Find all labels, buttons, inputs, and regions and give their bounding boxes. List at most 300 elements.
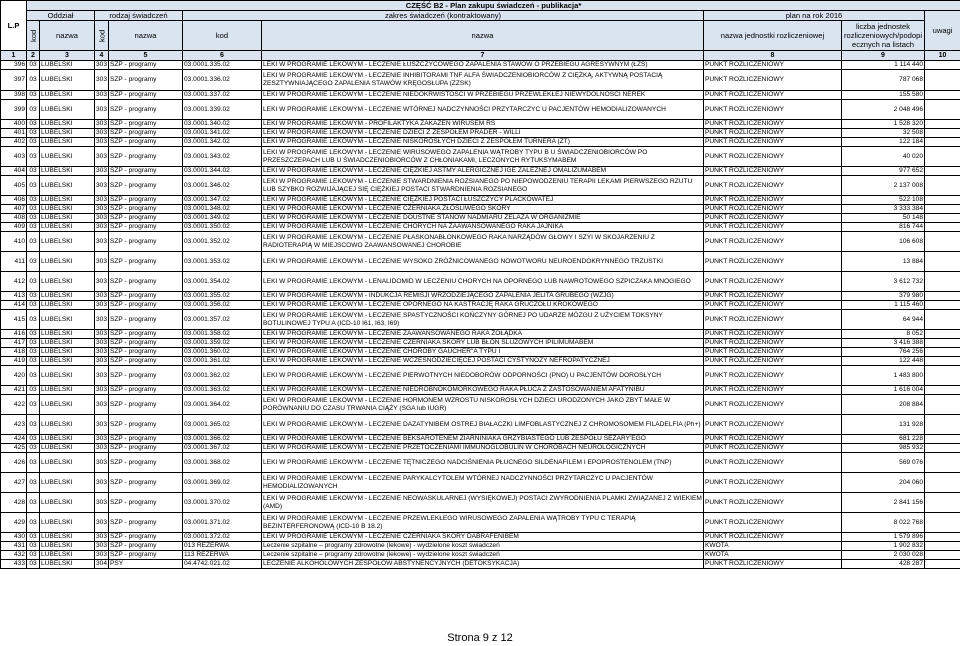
rodzaj-nazwa: SZP - programy (109, 551, 183, 560)
jednostka: PUNKT ROZLICZENIOWY (704, 214, 842, 223)
uwagi (925, 453, 960, 473)
liczba: 787 068 (842, 70, 925, 91)
zakres-nazwa: LEKI W PROGRAMIE LEKOWYM - LECZENIE CZERNIAKA ZŁOŚLIWEGO SKÓRY (262, 205, 704, 214)
oddzial-kod: 03 (27, 232, 40, 252)
table-row (1, 435, 960, 444)
uwagi (925, 330, 960, 339)
zakres-kod: 03.0001.367.02 (183, 444, 262, 453)
column-number: 8 (704, 51, 842, 61)
oddzial-kod: 03 (27, 339, 40, 348)
oddzial-nazwa: LUBELSKI (40, 70, 95, 91)
liczba: 122 448 (842, 357, 925, 366)
liczba: 122 184 (842, 138, 925, 147)
oddzial-nazwa: LUBELSKI (40, 533, 95, 542)
jednostka: PUNKT ROZLICZENIOWY (704, 493, 842, 513)
oddzial-kod: 03 (27, 435, 40, 444)
liczba: 32 508 (842, 129, 925, 138)
row-lp: 433 (1, 560, 27, 569)
zakres-nazwa: LEKI W PROGRAMIE LEKOWYM - INDUKCJA REMISJI WRZODZIEJĄCEGO ZAPALENIA JELITA GRUBEGO (WZJG) (262, 292, 704, 301)
rodzaj-nazwa: SZP - programy (109, 100, 183, 120)
liczba: 764 256 (842, 348, 925, 357)
row-lp: 399 (1, 100, 27, 120)
uwagi (925, 444, 960, 453)
liczba: 428 287 (842, 560, 925, 569)
jednostka: PUNKT ROZLICZENIOWY (704, 272, 842, 292)
rodzaj-kod: 303 (95, 366, 109, 386)
jednostka: PUNKT ROZLICZENIOWY (704, 232, 842, 252)
oddzial-kod: 03 (27, 301, 40, 310)
rodzaj-kod: 303 (95, 453, 109, 473)
rodzaj-nazwa: SZP - programy (109, 232, 183, 252)
table-row (1, 330, 960, 339)
uwagi (925, 100, 960, 120)
zakres-nazwa: LEKI W PROGRAMIE LEKOWYM - LECZENIE INHIBITORAMI TNF ALFA ŚWIADCZENIOBIORCÓW Z CIĘŻKĄ, AKTYWNĄ POSTACIĄ ZESZTYWNIAJĄCEGO ZAPALENIA STAWÓW KRĘGOSŁUPA (ZZSK) (262, 70, 704, 91)
uwagi (925, 386, 960, 395)
table-row (1, 91, 960, 100)
header-jednostka: nazwa jednostki rozliczeniowej (704, 21, 842, 51)
oddzial-nazwa: LUBELSKI (40, 205, 95, 214)
oddzial-kod: 03 (27, 292, 40, 301)
rodzaj-kod: 303 (96, 542, 108, 550)
rodzaj-kod: 303 (96, 223, 108, 231)
jednostka: PUNKT ROZLICZENIOWY (704, 252, 842, 272)
oddzial-kod: 03 (27, 223, 40, 232)
liczba: 131 928 (842, 415, 925, 435)
rodzaj-nazwa: SZP - programy (109, 196, 183, 205)
oddzial-nazwa: LUBELSKI (40, 542, 95, 551)
uwagi (925, 138, 960, 147)
rodzaj-nazwa: SZP - programy (109, 252, 183, 272)
rodzaj-kod: 303 (95, 70, 109, 91)
rodzaj-kod: 303 (96, 292, 108, 300)
rodzaj-nazwa: SZP - programy (109, 473, 183, 493)
liczba: 1 528 320 (842, 120, 925, 129)
zakres-kod: 03.0001.363.02 (183, 386, 262, 395)
oddzial-kod: 03 (27, 473, 40, 493)
rodzaj-nazwa: SZP - programy (109, 147, 183, 167)
rodzaj-kod: 304 (96, 560, 108, 568)
oddzial-kod: 03 (27, 61, 40, 70)
uwagi (925, 167, 960, 176)
zakres-nazwa: LEKI W PROGRAMIE LEKOWYM - LECZENIE HORMONEM WZROSTU NISKOROSŁYCH DZIECI URODZONYCH JAKO ZBYT MAŁE W PORÓWNANIU DO CZASU TRWANIA CIĄŻY (SGA lub IUGR) (262, 395, 704, 415)
header-liczba: liczba jednostek rozliczeniowych/podopi ecznych na listach (842, 21, 925, 51)
zakres-nazwa: LEKI W PROGRAMIE LEKOWYM - LECZENIE WCZESNODZIECIĘCEJ POSTACI CYSTYNOZY NEFROPATYCZNEJ (262, 357, 704, 366)
zakres-kod: 03.0001.344.02 (183, 167, 262, 176)
oddzial-nazwa: LUBELSKI (40, 395, 95, 415)
table-row (1, 129, 960, 138)
oddzial-kod: 03 (27, 91, 40, 100)
rodzaj-kod: 303 (96, 386, 108, 394)
header-title: CZĘŚĆ B2 - Plan zakupu świadczeń - publikacja* (27, 1, 960, 11)
oddzial-nazwa: LUBELSKI (40, 223, 95, 232)
zakres-nazwa: LEKI W PROGRAMIE LEKOWYM - LECZENIE SPASTYCZNOŚCI KOŃCZYNY GÓRNEJ PO UDARZE MÓZGU Z UŻYCIEM TOKSYNY BOTULINOWEJ TYPU A (ICD-10 I61, I63, I69) (262, 310, 704, 330)
column-number: 4 (95, 51, 109, 61)
zakres-kod: 03.0001.339.02 (183, 100, 262, 120)
table-row (1, 551, 960, 560)
oddzial-kod: 03 (27, 167, 40, 176)
row-lp: 415 (1, 310, 27, 330)
rodzaj-nazwa: SZP - programy (109, 348, 183, 357)
oddzial-nazwa: LUBELSKI (40, 91, 95, 100)
liczba: 1 115 460 (842, 301, 925, 310)
oddzial-nazwa: LUBELSKI (40, 272, 95, 292)
uwagi (925, 301, 960, 310)
uwagi (925, 348, 960, 357)
row-lp: 403 (1, 147, 27, 167)
zakres-kod: 03.0001.355.02 (183, 292, 262, 301)
jednostka: PUNKT ROZLICZENIOWY (704, 167, 842, 176)
uwagi (925, 205, 960, 214)
header-zakres-kod: kod (183, 21, 262, 51)
oddzial-nazwa: LUBELSKI (40, 120, 95, 129)
row-lp: 420 (1, 366, 27, 386)
jednostka: PUNKT ROZLICZENIOWY (704, 138, 842, 147)
uwagi (925, 415, 960, 435)
uwagi (925, 223, 960, 232)
rodzaj-kod: 303 (96, 214, 108, 222)
uwagi (925, 339, 960, 348)
rodzaj-kod: 303 (95, 272, 109, 292)
zakres-kod: 03.0001.335.02 (183, 61, 262, 70)
zakres-nazwa: LEKI W PROGRAMIE LEKOWYM - LECZENIE NIEDOKRWISTOŚCI W PRZEBIEGU PRZEWLEKŁEJ NIEWYDOLNOŚCI NEREK (262, 91, 704, 100)
row-lp: 404 (1, 167, 27, 176)
oddzial-nazwa: LUBELSKI (40, 473, 95, 493)
oddzial-nazwa: LUBELSKI (40, 232, 95, 252)
liczba: 522 108 (842, 196, 925, 205)
rodzaj-kod: 303 (96, 444, 108, 452)
zakres-nazwa: LEKI W PROGRAMIE LEKOWYM - LECZENIE DAZATYNIBEM OSTREJ BIAŁACZKI LIMFOBLASTYCZNEJ Z CHROMOSOMEM FILADELFIA (Ph+) (262, 415, 704, 435)
rodzaj-nazwa: SZP - programy (109, 339, 183, 348)
rodzaj-kod: 303 (96, 205, 108, 213)
table-row (1, 292, 960, 301)
oddzial-kod: 03 (27, 176, 40, 196)
table-row (1, 301, 960, 310)
rodzaj-kod: 303 (96, 91, 108, 99)
oddzial-nazwa: LUBELSKI (40, 560, 95, 569)
oddzial-kod: 03 (27, 120, 40, 129)
uwagi (925, 551, 960, 560)
header-plan: plan na rok 2016 (704, 11, 925, 21)
table-row (1, 386, 960, 395)
rodzaj-kod: 303 (96, 435, 108, 443)
jednostka: PUNKT ROZLICZENIOWY (704, 196, 842, 205)
liczba: 1 114 440 (842, 61, 925, 70)
rodzaj-nazwa: SZP - programy (109, 533, 183, 542)
rodzaj-nazwa: SZP - programy (109, 310, 183, 330)
row-lp: 401 (1, 129, 27, 138)
header-rodzaj-kod: kod (95, 21, 109, 51)
oddzial-kod: 03 (27, 395, 40, 415)
zakres-kod: 03.0001.365.02 (183, 415, 262, 435)
uwagi (925, 357, 960, 366)
rodzaj-kod: 303 (96, 138, 108, 146)
row-lp: 411 (1, 252, 27, 272)
table-row (1, 70, 960, 91)
zakres-nazwa: LEKI W PROGRAMIE LEKOWYM - LECZENIE STWARDNIENIA ROZSIANEGO PO NIEPOWODZENIU TERAPII LEKAMI PIERWSZEGO RZUTU LUB SZYBKO ROZWIJAJĄCEJ SIĘ CIĘŻKIEJ POSTACI STWARDNIENIA ROZSIANEGO (262, 176, 704, 196)
jednostka: PUNKT ROZLICZENIOWY (704, 70, 842, 91)
row-lp: 430 (1, 533, 27, 542)
zakres-kod: 03.0001.354.02 (183, 272, 262, 292)
zakres-nazwa: LEKI W PROGRAMIE LEKOWYM - LECZENIE CHORYCH NA ZAAWANSOWANEGO RAKA JAJNIKA (262, 223, 704, 232)
oddzial-nazwa: LUBELSKI (40, 348, 95, 357)
liczba: 155 580 (842, 91, 925, 100)
zakres-nazwa: LEKI W PROGRAMIE LEKOWYM - LECZENIE CIĘŻKIEJ POSTACI ŁUSZCZYCY PLACKOWATEJ (262, 196, 704, 205)
jednostka: PUNKT ROZLICZENIOWY (704, 310, 842, 330)
table-row (1, 196, 960, 205)
rodzaj-nazwa: SZP - programy (109, 214, 183, 223)
oddzial-nazwa: LUBELSKI (40, 453, 95, 473)
oddzial-kod: 03 (27, 100, 40, 120)
zakres-kod: 03.0001.358.02 (183, 330, 262, 339)
zakres-nazwa: LEKI W PROGRAMIE LEKOWYM - LECZENIE NEOWASKULARNEJ (WYSIĘKOWEJ) POSTACI ZWYRODNIENIA PLAMKI ZWIĄZANEJ Z WIEKIEM (AMD) (262, 493, 704, 513)
oddzial-kod: 03 (27, 330, 40, 339)
zakres-kod: 03.0001.350.02 (183, 223, 262, 232)
zakres-kod: 03.0001.370.02 (183, 493, 262, 513)
table-row (1, 214, 960, 223)
zakres-nazwa: LEKI W PROGRAMIE LEKOWYM - LENALIDOMID W LECZENIU CHORYCH NA OPORNEGO LUB NAWROTOWEGO SZPICZAKA MNOGIEGO (262, 272, 704, 292)
rodzaj-kod: 303 (95, 310, 109, 330)
zakres-kod: 03.0001.341.02 (183, 129, 262, 138)
table-row (1, 252, 960, 272)
oddzial-nazwa: LUBELSKI (40, 513, 95, 533)
header-oddzial-nazwa: nazwa (40, 21, 95, 51)
oddzial-kod: 03 (27, 533, 40, 542)
oddzial-kod: 03 (27, 444, 40, 453)
oddzial-kod: 03 (27, 147, 40, 167)
oddzial-kod: 03 (27, 415, 40, 435)
rodzaj-nazwa: SZP - programy (109, 386, 183, 395)
oddzial-kod: 03 (27, 542, 40, 551)
row-lp: 431 (1, 542, 27, 551)
uwagi (925, 129, 960, 138)
liczba: 13 884 (842, 252, 925, 272)
liczba: 3 416 388 (842, 339, 925, 348)
liczba: 204 060 (842, 473, 925, 493)
jednostka: PUNKT ROZLICZENIOWY (704, 444, 842, 453)
oddzial-kod: 03 (27, 357, 40, 366)
table-row (1, 167, 960, 176)
jednostka: PUNKT ROZLICZENIOWY (704, 205, 842, 214)
jednostka: PUNKT ROZLICZENIOWY (704, 435, 842, 444)
zakres-kod: 03.0001.349.02 (183, 214, 262, 223)
row-lp: 406 (1, 196, 27, 205)
liczba: 8 052 (842, 330, 925, 339)
zakres-kod: 03.0001.357.02 (183, 310, 262, 330)
rodzaj-kod: 303 (95, 473, 109, 493)
jednostka: PUNKT ROZLICZENIOWY (704, 129, 842, 138)
oddzial-nazwa: LUBELSKI (40, 415, 95, 435)
rodzaj-kod: 303 (95, 493, 109, 513)
jednostka: PUNKT ROZLICZENIOWY (704, 395, 842, 415)
zakres-nazwa: LEKI W PROGRAMIE LEKOWYM - LECZENIE ZAAWANSOWANEGO RAKA ŻOŁĄDKA (262, 330, 704, 339)
zakres-kod: 03.0001.337.02 (183, 91, 262, 100)
jednostka: PUNKT ROZLICZENIOWY (704, 301, 842, 310)
zakres-nazwa: LEKI W PROGRAMIE LEKOWYM - LECZENIE BEKSAROTENEM ZIARNINIAKA GRZYBIASTEGO LUB ZESPOŁU SÉZARY'EGO (262, 435, 704, 444)
row-lp: 424 (1, 435, 27, 444)
rodzaj-nazwa: SZP - programy (109, 205, 183, 214)
liczba: 2 841 156 (842, 493, 925, 513)
jednostka: PUNKT ROZLICZENIOWY (704, 176, 842, 196)
rodzaj-nazwa: SZP - programy (109, 272, 183, 292)
uwagi (925, 513, 960, 533)
table-row (1, 395, 960, 415)
uwagi (925, 435, 960, 444)
liczba: 985 932 (842, 444, 925, 453)
zakres-kod: 03.0001.353.02 (183, 252, 262, 272)
table-row (1, 513, 960, 533)
zakres-kod: 03.0001.342.02 (183, 138, 262, 147)
liczba: 379 980 (842, 292, 925, 301)
row-lp: 405 (1, 176, 27, 196)
rodzaj-kod: 303 (95, 395, 109, 415)
rodzaj-nazwa: SZP - programy (109, 330, 183, 339)
rodzaj-nazwa: SZP - programy (109, 435, 183, 444)
jednostka: PUNKT ROZLICZENIOWY (704, 147, 842, 167)
zakres-kod: 03.0001.359.02 (183, 339, 262, 348)
uwagi (925, 542, 960, 551)
rodzaj-kod: 303 (95, 100, 109, 120)
zakres-nazwa: LEKI W PROGRAMIE LEKOWYM - LECZENIE CIĘŻKIEJ ASTMY ALERGICZNEJ IGE ZALEŻNEJ OMALIZUMABEM (262, 167, 704, 176)
table-row (1, 453, 960, 473)
header-rodzaj-nazwa: nazwa (109, 21, 183, 51)
uwagi (925, 147, 960, 167)
oddzial-kod: 03 (27, 272, 40, 292)
oddzial-nazwa: LUBELSKI (40, 100, 95, 120)
rodzaj-kod: 303 (96, 348, 108, 356)
oddzial-nazwa: LUBELSKI (40, 176, 95, 196)
table-row (1, 223, 960, 232)
zakres-kod: 03.0001.343.02 (183, 147, 262, 167)
rodzaj-kod: 303 (96, 301, 108, 309)
rodzaj-kod: 303 (95, 252, 109, 272)
liczba: 1 616 004 (842, 386, 925, 395)
rodzaj-kod: 303 (96, 129, 108, 137)
row-lp: 419 (1, 357, 27, 366)
liczba: 3 612 732 (842, 272, 925, 292)
rodzaj-nazwa: SZP - programy (109, 167, 183, 176)
oddzial-kod: 03 (27, 551, 40, 560)
uwagi (925, 61, 960, 70)
zakres-nazwa: LEKI W PROGRAMIE LEKOWYM - PROFILAKTYKA ZAKAŻEŃ WIRUSEM RS (262, 120, 704, 129)
oddzial-nazwa: LUBELSKI (40, 196, 95, 205)
zakres-kod: 03.0001.347.02 (183, 196, 262, 205)
table-row (1, 357, 960, 366)
liczba: 2 030 028 (842, 551, 925, 560)
rodzaj-nazwa: SZP - programy (109, 176, 183, 196)
table-row (1, 415, 960, 435)
oddzial-kod: 03 (27, 386, 40, 395)
rodzaj-nazwa: SZP - programy (109, 129, 183, 138)
rodzaj-nazwa: SZP - programy (109, 301, 183, 310)
uwagi (925, 493, 960, 513)
zakres-kod: 03.0001.360.02 (183, 348, 262, 357)
oddzial-nazwa: LUBELSKI (40, 366, 95, 386)
zakres-nazwa: LEKI W PROGRAMIE LEKOWYM - LECZENIE WIRUSOWEGO ZAPALENIA WĄTROBY TYPU B U ŚWIADCZENIOBIORCÓW PO PRZESZCZEPACH LUB U ŚWIADCZENIOBIORCÓW Z CHŁONIAKAMI, LECZONYCH RYTUKSYMABEM (262, 147, 704, 167)
zakres-kod: 03.0001.372.02 (183, 533, 262, 542)
oddzial-nazwa: LUBELSKI (40, 551, 95, 560)
oddzial-nazwa: LUBELSKI (40, 386, 95, 395)
row-lp: 425 (1, 444, 27, 453)
uwagi (925, 366, 960, 386)
zakres-nazwa: Leczenie szpitalne – programy zdrowotne (lekowe) - wydzielone koszt świadczeń (262, 551, 704, 560)
liczba: 8 022 768 (842, 513, 925, 533)
oddzial-nazwa: LUBELSKI (40, 330, 95, 339)
row-lp: 429 (1, 513, 27, 533)
uwagi (925, 232, 960, 252)
row-lp: 423 (1, 415, 27, 435)
liczba: 2 137 008 (842, 176, 925, 196)
oddzial-kod: 03 (27, 493, 40, 513)
rodzaj-nazwa: SZP - programy (109, 61, 183, 70)
oddzial-nazwa: LUBELSKI (40, 301, 95, 310)
zakres-nazwa: LEKI W PROGRAMIE LEKOWYM - LECZENIE CZERNIAKA SKÓRY LUB BŁON ŚLUZOWYCH IPILIMUMABEM (262, 339, 704, 348)
oddzial-kod: 03 (27, 129, 40, 138)
column-number: 5 (109, 51, 183, 61)
liczba: 2 048 496 (842, 100, 925, 120)
rodzaj-nazwa: SZP - programy (109, 138, 183, 147)
zakres-kod: 03.0001.348.02 (183, 205, 262, 214)
jednostka: KWOTA (704, 551, 842, 560)
row-lp: 422 (1, 395, 27, 415)
table-row (1, 560, 960, 569)
oddzial-kod: 03 (27, 310, 40, 330)
rodzaj-kod: 303 (95, 415, 109, 435)
liczba: 50 148 (842, 214, 925, 223)
zakres-nazwa: LEKI W PROGRAMIE LEKOWYM - LECZENIE NISKOROSŁYCH DZIECI Z ZESPOŁEM TURNERA (ZT) (262, 138, 704, 147)
zakres-kod: 03.0001.336.02 (183, 70, 262, 91)
uwagi (925, 533, 960, 542)
table-row (1, 61, 960, 70)
zakres-nazwa: LEKI W PROGRAMIE LEKOWYM - LECZENIE OPORNEGO NA KASTRACJĘ RAKA GRUCZOŁU KROKOWEGO (262, 301, 704, 310)
rodzaj-kod: 303 (96, 120, 108, 128)
oddzial-nazwa: LUBELSKI (40, 147, 95, 167)
row-lp: 408 (1, 214, 27, 223)
liczba: 3 333 384 (842, 205, 925, 214)
oddzial-nazwa: LUBELSKI (40, 61, 95, 70)
uwagi (925, 272, 960, 292)
header-zakres: zakres świadczeń (kontraktowany) (183, 11, 704, 21)
rodzaj-kod: 303 (95, 176, 109, 196)
rodzaj-kod: 303 (96, 357, 108, 365)
uwagi (925, 91, 960, 100)
row-lp: 417 (1, 339, 27, 348)
header-uwagi: uwagi (925, 11, 960, 51)
jednostka: PUNKT ROZLICZENIOWY (704, 91, 842, 100)
table-row (1, 138, 960, 147)
table-row (1, 100, 960, 120)
header-lp: L.P (1, 1, 27, 51)
jednostka: PUNKT ROZLICZENIOWY (704, 453, 842, 473)
table-row (1, 120, 960, 129)
jednostka: PUNKT ROZLICZENIOWY (704, 415, 842, 435)
oddzial-nazwa: LUBELSKI (40, 138, 95, 147)
header-zakres-nazwa: nazwa (262, 21, 704, 51)
jednostka: PUNKT ROZLICZENIOWY (704, 348, 842, 357)
rodzaj-kod: 303 (96, 551, 108, 559)
liczba: 569 076 (842, 453, 925, 473)
rodzaj-nazwa: SZP - programy (109, 91, 183, 100)
table-row (1, 473, 960, 493)
table-row (1, 348, 960, 357)
row-lp: 412 (1, 272, 27, 292)
jednostka: PUNKT ROZLICZENIOWY (704, 513, 842, 533)
liczba: 106 608 (842, 232, 925, 252)
rodzaj-nazwa: SZP - programy (109, 357, 183, 366)
liczba: 977 652 (842, 167, 925, 176)
oddzial-nazwa: LUBELSKI (40, 129, 95, 138)
rodzaj-nazwa: SZP - programy (109, 542, 183, 551)
rodzaj-kod: 303 (95, 232, 109, 252)
